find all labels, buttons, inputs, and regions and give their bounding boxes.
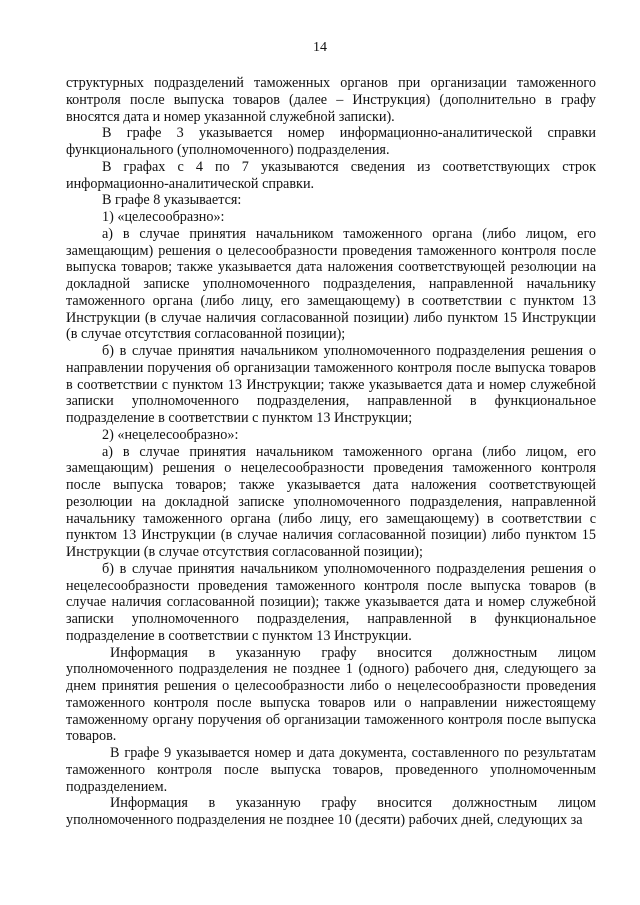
paragraph-continuation: структурных подразделений таможенных органов при организации таможенного контроля после выпуска товаров (далее – Инструкция) (дополнительно в графу вносятся дата и номер указанной служебной записки). bbox=[66, 75, 596, 125]
paragraph-column-9: В графе 9 указывается номер и дата документа, составленного по результатам таможенного контроля после выпуска товаров, проведенного уполномоченным подразделением. bbox=[66, 745, 596, 795]
sub-item-inadvisable-a: а) в случае принятия начальником таможенного органа (либо лицом, его замещающим) решения о нецелесообразности проведения таможенного контроля после выпуска товаров; также указывается дата наложения соответствующей резолюции на докладной записке уполномоченного подразделения, направленной начальнику таможенного органа (либо лицу, его замещающему) в соответствии с пунктом 13 Инструкции (в случае наличия согласованной позиции) либо пунктом 15 Инструкции (в случае отсутствия согласованной позиции); bbox=[66, 443, 596, 560]
paragraph-column-8-intro: В графе 8 указывается: bbox=[102, 192, 242, 209]
paragraph-info-deadline-10: Информация в указанную графу вносится должностным лицом уполномоченного подразделения не позднее 10 (десяти) рабочих дней, следующих за bbox=[66, 795, 596, 828]
sub-item-advisable-b: б) в случае принятия начальником уполномоченного подразделения решения о направлении поручения об организации таможенного контроля после выпуска товаров в соответствии с пунктом 13 Инструкции; также указывается дата и номер служебной записки уполномоченного подразделения, направленной в функциональное подразделение в соответствии с пунктом 13 Инструкции; bbox=[66, 343, 596, 426]
paragraph-column-3: В графе 3 указывается номер информационно-аналитической справки функционального (уполномоченного) подразделения. bbox=[66, 125, 596, 158]
sub-item-inadvisable-b: б) в случае принятия начальником уполномоченного подразделения решения о нецелесообразности проведения таможенного контроля после выпуска товаров (в случае наличия согласованной позиции); также указывается дата и номер служебной записки уполномоченного подразделения, направленной в функциональное подразделение в соответствии с пунктом 13 Инструкции. bbox=[66, 560, 596, 644]
list-item-advisable: 1) «целесообразно»: bbox=[102, 209, 225, 225]
sub-item-advisable-a: а) в случае принятия начальником таможенного органа (либо лицом, его замещающим) решения о целесообразности проведения таможенного контроля после выпуска товаров; также указывается дата наложения соответствующей резолюции на докладной записке уполномоченного подразделения, направленной начальнику таможенного органа (либо лицу, его замещающему) в соответствии с пунктом 13 Инструкции (в случае наличия согласованной позиции) либо пунктом 15 Инструкции (в случае отсутствия согласованной позиции); bbox=[66, 225, 596, 343]
paragraph-columns-4-7: В графах с 4 по 7 указываются сведения из соответствующих строк информационно-аналитической справки. bbox=[66, 158, 596, 192]
page-number: 14 bbox=[313, 40, 327, 55]
paragraph-info-deadline-1: Информация в указанную графу вносится должностным лицом уполномоченного подразделения не позднее 1 (одного) рабочего дня, следующего за днем принятия решения о целесообразности либо о нецелесообразности проведения таможенного контроля после выпуска товаров или о направлении нижестоящему таможенному органу поручения об организации таможенного контроля после выпуска товаров. bbox=[66, 644, 596, 745]
list-item-inadvisable: 2) «нецелесообразно»: bbox=[102, 426, 239, 443]
document-body bbox=[66, 75, 596, 829]
